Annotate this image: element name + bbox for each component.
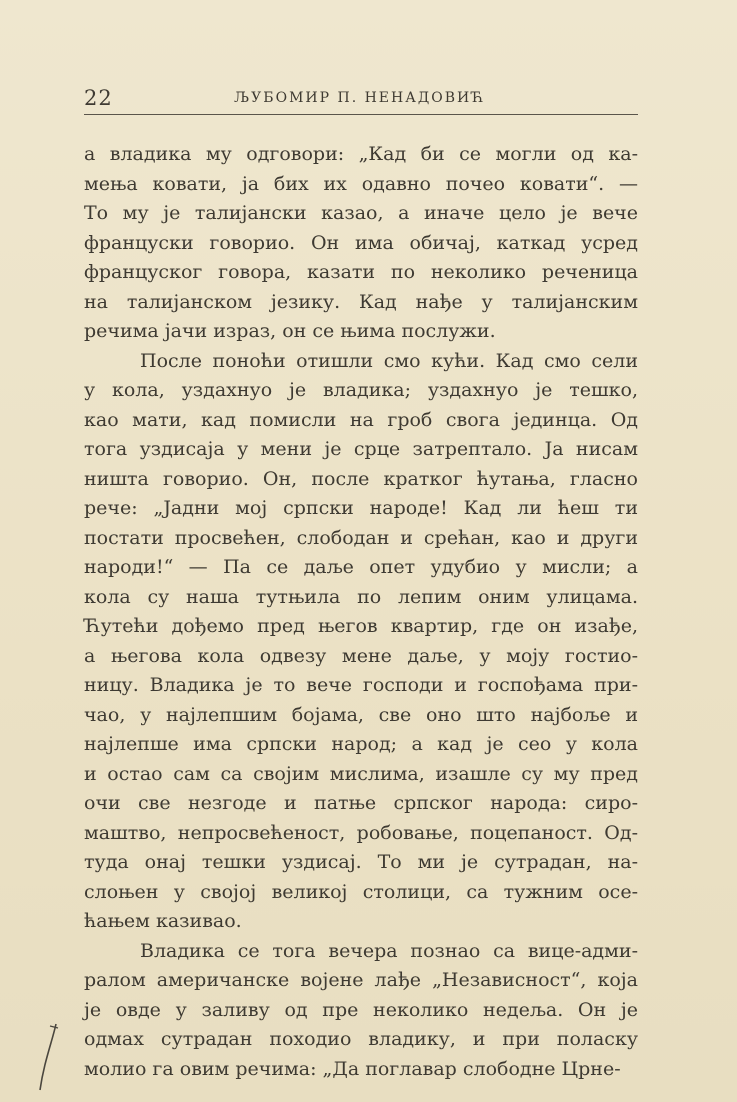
text-line: а његова кола одвезу мене даље, у моју гостио- [84,644,638,667]
text-line: рече: „Јадни мој српски народе! Кад ли ћеш ти [84,497,638,519]
text-line: ћањем казивао. [84,910,242,932]
text-line: одмах сутрадан походио владику, и при поласку [84,1028,638,1050]
text-line: тога уздисаја у мени је срце затрептало. Ја нисам [84,438,638,460]
page-number: 22 [84,86,113,110]
text-line: је овде у заливу од пре неколико недеља. Он је [84,998,638,1021]
body-text [84,140,638,1084]
text-line: чао, у најлепшим бојама, све оно што најбоље и [84,703,638,726]
text-line: То му је талијански казао, а иначе цело је вече [84,202,638,224]
text-line: народи!“ — Па се даље опет удубио у мисли; а [84,556,638,578]
text-line: очи све незгоде и патње српског народа: сиро- [84,792,638,814]
text-line: најлепше има српски народ; а кад је сео у кола [84,733,638,755]
text-line: и остао сам са својим мислима, изашле су му пред [84,762,638,785]
text-line: После поноћи отишли смо кући. Кад смо сели [140,349,638,372]
text-line: на талијанском језику. Кад нађе у талијанским [84,290,638,313]
text-line: кола су наша тутњила по лепим оним улицама. [84,585,638,608]
pencil-mark-icon [34,1022,64,1092]
text-line: речима јачи израз, он се њима послужи. [84,320,496,342]
text-line: ницу. Владика је то вече господи и госпођама при- [84,674,638,696]
text-line: маштво, непросвећеност, робовање, поцепаност. Од- [84,821,638,844]
text-line: слоњен у својој великој столици, са тужним осе- [84,880,638,903]
text-line: молио га овим речима: „Да поглавар слободне Црне- [84,1057,621,1080]
text-line: Владика се тога вечера познао са вице-адми- [140,939,638,962]
text-line: ралом америчанске војене лађе „Независност“, која [84,969,638,991]
page-header [84,86,638,115]
text-line: а владика му одговори: „Кад би се могли од ка- [84,143,638,165]
text-line: мења ковати, ја бих их одавно почео ковати“. — [84,172,638,195]
text-line: ништа говорио. Он, после кратког ћутања, гласно [84,467,638,490]
text-line: француског говора, казати по неколико реченица [84,261,638,283]
text-line: у кола, уздахнуо је владика; уздахнуо је тешко, [84,379,638,401]
running-head: ЉУБОМИР П. НЕНАДОВИЋ [234,90,486,106]
text-line: постати просвећен, слободан и срећан, као и други [84,526,638,549]
text-line: француски говорио. Он има обичај, каткад усред [84,231,638,254]
text-line: као мати, кад помисли на гроб свога јединца. Од [84,408,638,431]
text-line: туда онај тешки уздисај. То ми је сутрадан, на- [84,851,638,873]
text-line: Ћутећи дођемо пред његов квартир, где он изађе, [84,615,638,637]
